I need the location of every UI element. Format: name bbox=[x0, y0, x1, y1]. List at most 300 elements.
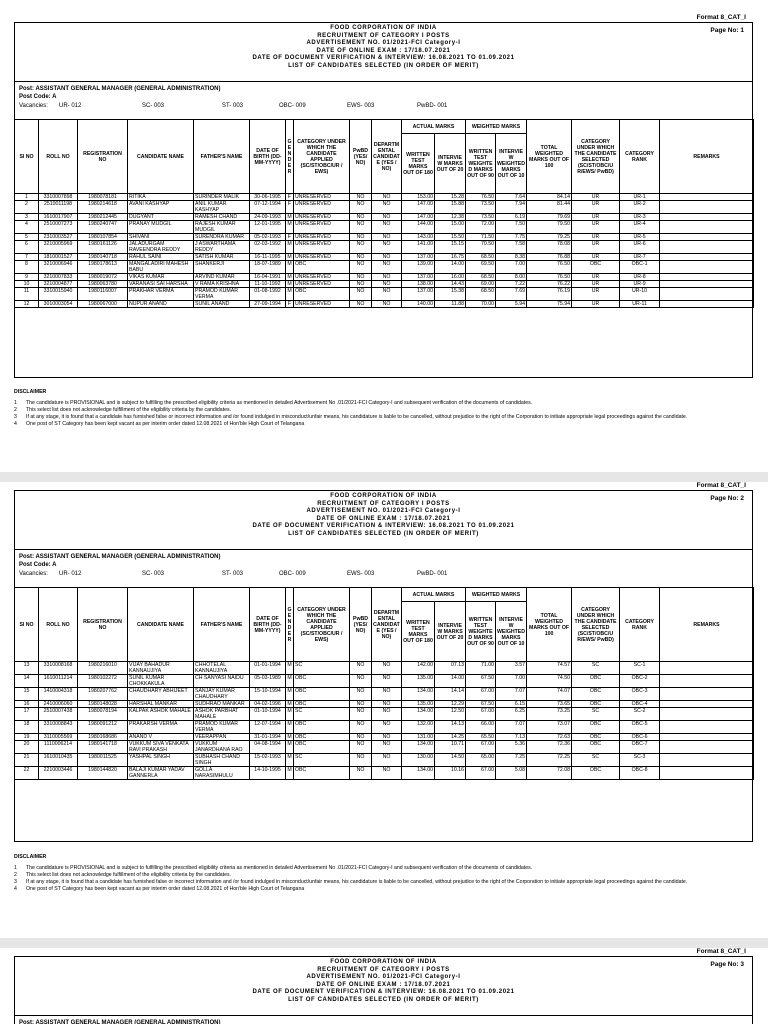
cell-father-name: VEERAPPAN bbox=[194, 734, 250, 741]
cell-written-marks: 137.00 bbox=[402, 254, 435, 261]
table-row bbox=[15, 701, 754, 708]
format-label: Format 8_CAT_I bbox=[696, 482, 746, 489]
cell-category-selected: SC bbox=[572, 708, 620, 721]
cell-category-selected: OBC bbox=[572, 701, 620, 708]
candidates-table bbox=[14, 587, 754, 780]
col-written-weighted: WRITTEN TEST WEIGHTED MARKS OUT OF 90 bbox=[466, 134, 496, 194]
cell-departmental: NO bbox=[372, 688, 402, 701]
col-remarks: REMARKS bbox=[660, 588, 754, 662]
cell-category-applied: OBC bbox=[294, 675, 350, 688]
vacancy-sc: SC- 003 bbox=[142, 571, 165, 577]
cell-registration: 1980140718 bbox=[78, 254, 128, 261]
cell-interview-weighted: 7.75 bbox=[496, 234, 527, 241]
cell-interview-marks: 14.25 bbox=[435, 734, 466, 741]
cell-candidate-name: PRANAY MUDGIL bbox=[128, 221, 194, 234]
cell-total: 76.50 bbox=[527, 274, 572, 281]
cell-pwbd: NO bbox=[350, 281, 372, 288]
cell-gender: F bbox=[286, 201, 294, 214]
cell-father-name: J ASWARTHAMA REDDY bbox=[194, 241, 250, 254]
cell-roll: 1410004318 bbox=[39, 688, 78, 701]
cell-registration: 1980141718 bbox=[78, 741, 128, 754]
cell-father-name: ANIL KUMAR KASHYAP bbox=[194, 201, 250, 214]
cell-written-marks: 147.00 bbox=[402, 201, 435, 214]
cell-departmental: NO bbox=[372, 301, 402, 308]
advertisement-no: ADVERTISEMENT NO. 01/2021-FCI Category-I bbox=[306, 974, 461, 980]
cell-interview-weighted: 5.08 bbox=[496, 767, 527, 780]
cell-interview-weighted: 5.36 bbox=[496, 741, 527, 754]
cell-gender: M bbox=[287, 274, 292, 280]
cell-total: 72.63 bbox=[527, 734, 572, 741]
cell-category-applied: UNRESERVED bbox=[294, 221, 350, 234]
cell-sl: 13 bbox=[15, 662, 39, 675]
cell-candidate-name: RITIKA bbox=[128, 194, 194, 201]
cell-written-weighted: 70.00 bbox=[466, 301, 496, 308]
cell-written-weighted: 69.00 bbox=[466, 281, 496, 288]
cell-interview-marks: 12.38 bbox=[435, 214, 466, 221]
cell-sl: 11 bbox=[15, 288, 39, 301]
cell-category-selected: UR bbox=[572, 254, 620, 261]
cell-category-selected: UR bbox=[572, 288, 620, 301]
cell-gender: M bbox=[286, 675, 294, 688]
cell-category-applied: UNRESERVED bbox=[294, 241, 350, 254]
cell-registration: 1980168686 bbox=[78, 734, 128, 741]
cell-interview-weighted: 8.38 bbox=[496, 254, 527, 261]
cell-roll: 2410006060 bbox=[39, 701, 78, 708]
page-3 bbox=[0, 948, 768, 1024]
cell-pwbd: NO bbox=[350, 734, 372, 741]
cell-candidate-name: CHAUDHARY ABHIJEET bbox=[128, 688, 194, 701]
cell-category-selected: OBC bbox=[572, 741, 620, 754]
cell-father-name: PRAMOD KUMAR VERMA bbox=[194, 721, 250, 734]
cell-candidate-name: ANAND V bbox=[128, 734, 194, 741]
cell-total: 75.94 bbox=[527, 301, 572, 308]
cell-registration: 1980078194 bbox=[78, 708, 128, 721]
cell-remarks bbox=[660, 234, 754, 241]
table-row bbox=[15, 261, 754, 274]
cell-sl: 10 bbox=[15, 281, 39, 288]
col-total: TOTAL WEIGHTED MARKS OUT OF 100 bbox=[527, 120, 572, 194]
cell-interview-weighted: 7.22 bbox=[496, 281, 527, 288]
cell-dob: 16-11-1995 bbox=[250, 254, 286, 261]
cell-gender: F bbox=[286, 194, 294, 201]
cell-category-rank: OBC-2 bbox=[620, 675, 660, 688]
cell-roll: 1610011214 bbox=[39, 675, 78, 688]
page-separator bbox=[0, 938, 768, 948]
cell-category-selected: OBC bbox=[572, 675, 620, 688]
cell-remarks bbox=[660, 201, 754, 214]
cell-candidate-name: VIJAY BAHADUR KANNAUJIYA bbox=[128, 662, 194, 675]
cell-pwbd: NO bbox=[350, 301, 372, 308]
cell-total: 73.25 bbox=[527, 708, 572, 721]
col-gender: G E N D E R bbox=[286, 120, 294, 194]
cell-interview-weighted: 7.00 bbox=[496, 261, 527, 274]
vacancy-sc: SC- 003 bbox=[142, 103, 165, 109]
col-weighted-marks: WEIGHTED MARKS bbox=[466, 120, 527, 134]
cell-category-applied: OBC bbox=[294, 741, 350, 754]
cell-written-marks: 130.00 bbox=[402, 754, 435, 767]
cell-sl: 14 bbox=[15, 675, 39, 688]
cell-written-weighted: 67.50 bbox=[466, 701, 496, 708]
cell-gender: M bbox=[286, 721, 294, 734]
col-roll: ROLL NO bbox=[39, 588, 78, 662]
vacancy-ews: EWS- 003 bbox=[347, 571, 375, 577]
cell-departmental: NO bbox=[372, 261, 402, 274]
cell-written-marks: 141.00 bbox=[402, 241, 435, 254]
page-2 bbox=[0, 482, 768, 938]
cell-interview-marks: 15.15 bbox=[435, 241, 466, 254]
cell-gender: M bbox=[286, 261, 294, 274]
cell-remarks bbox=[660, 274, 754, 281]
col-father-name: FATHER'S NAME bbox=[194, 588, 250, 662]
cell-candidate-name: VIKAS KUMAR bbox=[128, 274, 194, 281]
disclaimer-item: 3 If at any stage, it is found that a candidate has furnished false or incorrect information and /or found indulged in misconduct/unfair means, his candidature is liable to be cancelled, without prejudice to the right of the Corporation to initiate appropriate legal proceedings against the candidate. bbox=[14, 879, 688, 885]
cell-father-name: CHHOTELAL KANNAUJIYA bbox=[194, 662, 250, 675]
table-body bbox=[15, 194, 754, 308]
cell-category-applied: UNRESERVED bbox=[294, 254, 350, 261]
cell-written-marks: 139.00 bbox=[402, 261, 435, 274]
cell-written-marks: 134.00 bbox=[402, 767, 435, 780]
cell-pwbd: NO bbox=[350, 261, 372, 274]
cell-candidate-name: SHIVANI bbox=[128, 234, 194, 241]
vacancy-obc: OBC- 009 bbox=[279, 103, 306, 109]
cell-remarks bbox=[660, 241, 754, 254]
cell-pwbd: NO bbox=[350, 767, 372, 780]
cell-registration: 1980107854 bbox=[78, 234, 128, 241]
col-actual-marks: ACTUAL MARKS bbox=[402, 588, 466, 602]
cell-sl: 9 bbox=[15, 274, 39, 281]
cell-category-applied: OBC bbox=[294, 767, 350, 780]
cell-written-marks: 142.00 bbox=[402, 662, 435, 675]
col-pwbd: PwBD (YES/ NO) bbox=[350, 588, 372, 662]
cell-registration: 1980214618 bbox=[78, 201, 128, 214]
disclaimer bbox=[14, 854, 754, 893]
recruitment-title: RECRUITMENT OF CATEGORY I POSTS bbox=[317, 966, 450, 973]
cell-interview-weighted: 7.58 bbox=[496, 241, 527, 254]
cell-category-applied: SC bbox=[294, 754, 350, 767]
col-roll: ROLL NO bbox=[39, 120, 78, 194]
cell-departmental: NO bbox=[372, 274, 402, 281]
cell-interview-weighted: 6.15 bbox=[496, 701, 527, 708]
cell-registration: 1980011525 bbox=[78, 754, 128, 767]
cell-total: 72.36 bbox=[527, 741, 572, 754]
cell-remarks bbox=[660, 261, 754, 274]
disclaimer-item: 1 The candidature is PROVISIONAL and is subject to fulfilling the prescribed eligibility criteria as mentioned in detailed Advertisement No .01/2021-FCI Category-I and subsequent verification of the documents of candidates. bbox=[14, 400, 533, 406]
cell-pwbd: NO bbox=[350, 254, 372, 261]
vacancies-label: Vacancies: bbox=[19, 571, 48, 577]
cell-registration: 1980212445 bbox=[78, 214, 128, 221]
post-name: Post: ASSISTANT GENERAL MANAGER (GENERAL ADMINISTRATION) bbox=[19, 1020, 221, 1024]
cell-sl: 4 bbox=[15, 221, 39, 234]
cell-sl: 1 bbox=[15, 194, 39, 201]
col-gender: G E N D E R bbox=[286, 588, 294, 662]
cell-category-selected: UR bbox=[572, 214, 620, 221]
cell-written-weighted: 67.00 bbox=[466, 708, 496, 721]
cell-written-weighted: 67.50 bbox=[466, 675, 496, 688]
cell-gender: M bbox=[286, 708, 294, 721]
cell-interview-weighted: 7.13 bbox=[496, 734, 527, 741]
cell-sl: 20 bbox=[15, 741, 39, 754]
cell-total: 76.19 bbox=[527, 288, 572, 301]
cell-father-name: SANJAY KUMAR CHAUDHARY bbox=[194, 688, 250, 701]
cell-written-weighted: 67.00 bbox=[466, 767, 496, 780]
cell-father-name: RAJESH KUMAR MUDGIL bbox=[194, 221, 250, 234]
vacancies-row bbox=[19, 103, 749, 111]
cell-category-rank: SC-1 bbox=[620, 662, 660, 675]
cell-roll: 3210005969 bbox=[39, 241, 78, 254]
cell-pwbd: NO bbox=[350, 662, 372, 675]
cell-category-applied: UNRESERVED bbox=[294, 274, 350, 281]
cell-written-weighted: 70.50 bbox=[466, 241, 496, 254]
cell-gender: M bbox=[286, 221, 294, 234]
cell-remarks bbox=[660, 281, 754, 288]
col-category-applied: CATEGORY UNDER WHICH THE CANDIDATE APPLIED (SC/ST/OBC/UR / EWS) bbox=[294, 120, 350, 194]
cell-sl: 3 bbox=[15, 214, 39, 221]
cell-written-marks: 144.00 bbox=[402, 221, 435, 234]
cell-roll: 3310008843 bbox=[39, 721, 78, 734]
cell-roll: 3310007898 bbox=[39, 194, 78, 201]
page-frame bbox=[14, 22, 753, 378]
col-registration: REGISTRATION NO bbox=[78, 120, 128, 194]
cell-written-weighted: 73.50 bbox=[466, 201, 496, 214]
col-sl: Sl NO bbox=[15, 120, 39, 194]
cell-total: 79.50 bbox=[527, 221, 572, 234]
advertisement-no: ADVERTISEMENT NO. 01/2021-FCI Category-I bbox=[306, 508, 461, 514]
cell-father-name: CH SANYASI NAIDU bbox=[194, 675, 250, 688]
cell-total: 73.65 bbox=[527, 701, 572, 708]
cell-candidate-name: DUGYANT bbox=[128, 214, 194, 221]
cell-pwbd: NO bbox=[350, 274, 372, 281]
cell-candidate-name: JALADURGAM RAVEENDRA REDDY bbox=[128, 241, 194, 254]
exam-date: DATE OF ONLINE EXAM : 17/18.07.2021 bbox=[316, 981, 451, 988]
cell-interview-marks: 10.71 bbox=[435, 741, 466, 754]
cell-roll: 3210007833 bbox=[39, 274, 78, 281]
cell-total: 78.08 bbox=[527, 241, 572, 254]
cell-departmental: NO bbox=[372, 662, 402, 675]
cell-father-name: GOLLA NARASIMHULU bbox=[194, 767, 250, 780]
cell-gender: F bbox=[286, 301, 294, 308]
cell-registration: 1980144820 bbox=[78, 767, 128, 780]
cell-pwbd: NO bbox=[350, 741, 372, 754]
cell-candidate-name: VARANASI SAI HARSHA bbox=[128, 281, 194, 288]
col-father-name: FATHER'S NAME bbox=[194, 120, 250, 194]
cell-sl: 15 bbox=[15, 688, 39, 701]
cell-category-rank: UR-7 bbox=[620, 254, 660, 261]
org-title: FOOD CORPORATION OF INDIA bbox=[330, 493, 437, 499]
cell-candidate-name: YASHPAL SINGH bbox=[128, 754, 194, 767]
cell-departmental: NO bbox=[372, 754, 402, 767]
vacancy-pwbd: PwBD- 001 bbox=[417, 103, 448, 109]
cell-interview-weighted: 7.07 bbox=[496, 688, 527, 701]
col-actual-marks: ACTUAL MARKS bbox=[402, 120, 466, 134]
col-category-rank: CATEGORY RANK bbox=[620, 120, 660, 194]
cell-written-weighted: 76.50 bbox=[466, 194, 496, 201]
cell-pwbd: NO bbox=[350, 675, 372, 688]
cell-interview-weighted: 7.64 bbox=[496, 194, 527, 201]
cell-remarks bbox=[660, 254, 754, 261]
cell-dob: 14-10-1995 bbox=[250, 767, 286, 780]
cell-pwbd: NO bbox=[350, 194, 372, 201]
cell-interview-marks: 11.88 bbox=[435, 301, 466, 308]
cell-departmental: NO bbox=[372, 734, 402, 741]
cell-gender: M bbox=[287, 701, 292, 707]
cell-interview-marks: 15.88 bbox=[435, 201, 466, 214]
vacancies-label: Vacancies: bbox=[19, 103, 48, 109]
disclaimer-item: 2 This select list does not acknowledge fulfillment of the eligibility criteria by the candidates. bbox=[14, 407, 232, 413]
cell-category-rank: UR-11 bbox=[620, 301, 660, 308]
cell-category-selected: OBC bbox=[572, 721, 620, 734]
col-dob: DATE OF BIRTH (DD-MM-YYYY) bbox=[250, 120, 286, 194]
cell-departmental: NO bbox=[372, 214, 402, 221]
cell-roll: 2510007273 bbox=[39, 221, 78, 234]
cell-gender: M bbox=[287, 281, 292, 287]
cell-registration: 1980019072 bbox=[78, 274, 128, 281]
cell-interview-weighted: 5.94 bbox=[496, 301, 527, 308]
cell-category-applied: UNRESERVED bbox=[294, 201, 350, 214]
cell-remarks bbox=[660, 221, 754, 234]
cell-roll: 1610010435 bbox=[39, 754, 78, 767]
disclaimer-item: 2 This select list does not acknowledge fulfillment of the eligibility criteria by the candidates. bbox=[14, 872, 232, 878]
cell-interview-weighted: 7.07 bbox=[496, 721, 527, 734]
post-name: Post: ASSISTANT GENERAL MANAGER (GENERAL ADMINISTRATION) bbox=[19, 86, 221, 92]
cell-category-applied: SC bbox=[294, 708, 350, 721]
table-row bbox=[15, 708, 754, 721]
cell-category-selected: SC bbox=[572, 754, 620, 767]
document-header bbox=[15, 25, 752, 70]
vacancy-st: ST- 003 bbox=[222, 571, 244, 577]
cell-interview-marks: 14.13 bbox=[435, 721, 466, 734]
cell-category-rank: UR-8 bbox=[620, 274, 660, 281]
format-label: Format 8_CAT_I bbox=[696, 948, 746, 955]
cell-category-applied: OBC bbox=[294, 701, 350, 708]
col-written-weighted: WRITTEN TEST WEIGHTED MARKS OUT OF 90 bbox=[466, 602, 496, 662]
col-total: TOTAL WEIGHTED MARKS OUT OF 100 bbox=[527, 588, 572, 662]
cell-category-selected: UR bbox=[572, 274, 620, 281]
table-row bbox=[15, 214, 754, 221]
cell-roll: 1610017907 bbox=[39, 214, 78, 221]
cell-category-rank: OBC-3 bbox=[620, 688, 660, 701]
cell-gender: M bbox=[286, 662, 294, 675]
cell-written-weighted: 72.00 bbox=[466, 221, 496, 234]
cell-category-applied: OBC bbox=[294, 261, 350, 274]
col-dob: DATE OF BIRTH (DD-MM-YYYY) bbox=[250, 588, 286, 662]
cell-sl: 17 bbox=[15, 708, 39, 721]
cell-departmental: NO bbox=[372, 281, 402, 288]
list-title: LIST OF CANDIDATES SELECTED (IN ORDER OF MERIT) bbox=[288, 530, 479, 537]
cell-written-weighted: 68.50 bbox=[466, 288, 496, 301]
cell-category-rank: OBC-4 bbox=[620, 701, 660, 708]
org-title: FOOD CORPORATION OF INDIA bbox=[330, 959, 437, 965]
cell-category-selected: UR bbox=[572, 301, 620, 308]
format-label: Format 8_CAT_I bbox=[696, 14, 746, 21]
cell-pwbd: NO bbox=[350, 214, 372, 221]
list-title: LIST OF CANDIDATES SELECTED (IN ORDER OF MERIT) bbox=[288, 62, 479, 69]
cell-written-weighted: 65.00 bbox=[466, 754, 496, 767]
cell-dob: 16-04-1991 bbox=[250, 274, 286, 281]
cell-sl: 5 bbox=[15, 234, 39, 241]
table-row bbox=[15, 301, 754, 308]
cell-category-applied: OBC bbox=[294, 288, 350, 301]
cell-roll: 1810001527 bbox=[39, 254, 78, 261]
cell-total: 84.14 bbox=[527, 194, 572, 201]
cell-written-weighted: 68.50 bbox=[466, 274, 496, 281]
cell-written-marks: 134.00 bbox=[402, 741, 435, 754]
cell-category-applied: UNRESERVED bbox=[294, 194, 350, 201]
cell-remarks bbox=[660, 701, 754, 708]
table-row bbox=[15, 754, 754, 767]
cell-sl: 19 bbox=[15, 734, 39, 741]
post-code: Post Code: A bbox=[19, 562, 57, 568]
cell-remarks bbox=[660, 288, 754, 301]
cell-candidate-name: VUKKUM SIVA VENKATA RAVI PRAKASH bbox=[128, 741, 194, 754]
cell-dob: 15-10-1994 bbox=[250, 688, 286, 701]
cell-registration: 1980216010 bbox=[78, 662, 128, 675]
vacancy-obc: OBC- 009 bbox=[279, 571, 306, 577]
cell-candidate-name: RAHUL SAINI bbox=[128, 254, 194, 261]
cell-dob: 15-02-1993 bbox=[250, 754, 286, 767]
col-departmental: DEPARTMENTAL CANDIDATE (YES / NO) bbox=[372, 120, 402, 194]
cell-category-rank: UR-10 bbox=[620, 288, 660, 301]
cell-sl: 22 bbox=[15, 767, 39, 780]
cell-category-rank: OBC-5 bbox=[620, 721, 660, 734]
col-category-applied: CATEGORY UNDER WHICH THE CANDIDATE APPLIED (SC/ST/OBC/UR / EWS) bbox=[294, 588, 350, 662]
cell-gender: M bbox=[286, 288, 294, 301]
cell-category-rank: UR-1 bbox=[620, 194, 660, 201]
table-row bbox=[15, 741, 754, 754]
cell-category-rank: OBC-6 bbox=[620, 734, 660, 741]
cell-category-selected: OBC bbox=[572, 688, 620, 701]
cell-father-name: ASHOK PARBHAT MAHALE bbox=[194, 708, 250, 721]
cell-pwbd: NO bbox=[350, 754, 372, 767]
cell-father-name: RAMESH CHAND bbox=[194, 214, 250, 221]
cell-candidate-name: AVANI KASHYAP bbox=[128, 201, 194, 214]
disclaimer-item: 1 The candidature is PROVISIONAL and is subject to fulfilling the prescribed eligibility criteria as mentioned in detailed Advertisement No .01/2021-FCI Category-I and subsequent verification of the documents of candidates. bbox=[14, 865, 533, 871]
cell-candidate-name: PRAKARSH VERMA bbox=[128, 721, 194, 734]
cell-written-weighted: 68.50 bbox=[466, 254, 496, 261]
vacancy-ews: EWS- 003 bbox=[347, 103, 375, 109]
cell-interview-marks: 15.00 bbox=[435, 221, 466, 234]
cell-gender: M bbox=[286, 241, 294, 254]
cell-dob: 07-12-1994 bbox=[250, 201, 286, 214]
cell-category-selected: SC bbox=[572, 662, 620, 675]
cell-interview-weighted: 7.94 bbox=[496, 201, 527, 214]
col-category-selected: CATEGORY UNDER WHICH THE CANDIDATE SELECTED (SC/ST/OBC/U R/EWS/ PwBD) bbox=[572, 120, 620, 194]
col-interview-weighted: INTERVIEW WEIGHTED MARKS OUT OF 10 bbox=[496, 134, 527, 194]
advertisement-no: ADVERTISEMENT NO. 01/2021-FCI Category-I bbox=[306, 40, 461, 46]
cell-father-name: V RAMA KRISHNA bbox=[194, 281, 250, 288]
disclaimer-item: 4 One post of ST Category has been kept vacant as per interim order dated 12.08.2021 of Hon'ble High Court of Telangana bbox=[14, 886, 305, 892]
cell-total: 76.88 bbox=[527, 254, 572, 261]
cell-dob: 24-09-1993 bbox=[250, 214, 286, 221]
table-row bbox=[15, 194, 754, 201]
cell-departmental: NO bbox=[372, 221, 402, 234]
cell-pwbd: NO bbox=[350, 201, 372, 214]
cell-gender: M bbox=[287, 734, 292, 740]
page-1 bbox=[0, 0, 768, 472]
cell-candidate-name: BALAJI KUMAR YADAV GANNERLA bbox=[128, 767, 194, 780]
cell-total: 73.07 bbox=[527, 721, 572, 734]
cell-sl: 6 bbox=[15, 241, 39, 254]
cell-remarks bbox=[660, 767, 754, 780]
cell-written-weighted: 73.50 bbox=[466, 214, 496, 221]
cell-written-weighted: 67.00 bbox=[466, 688, 496, 701]
cell-remarks bbox=[660, 741, 754, 754]
cell-interview-weighted: 6.25 bbox=[496, 708, 527, 721]
cell-remarks bbox=[660, 301, 754, 308]
cell-departmental: NO bbox=[372, 741, 402, 754]
col-written-marks: WRITTEN TEST MARKS OUT OF 180 bbox=[402, 134, 435, 194]
col-interview-marks: INTERVIEW MARKS OUT OF 20 bbox=[435, 134, 466, 194]
col-remarks: REMARKS bbox=[660, 120, 754, 194]
